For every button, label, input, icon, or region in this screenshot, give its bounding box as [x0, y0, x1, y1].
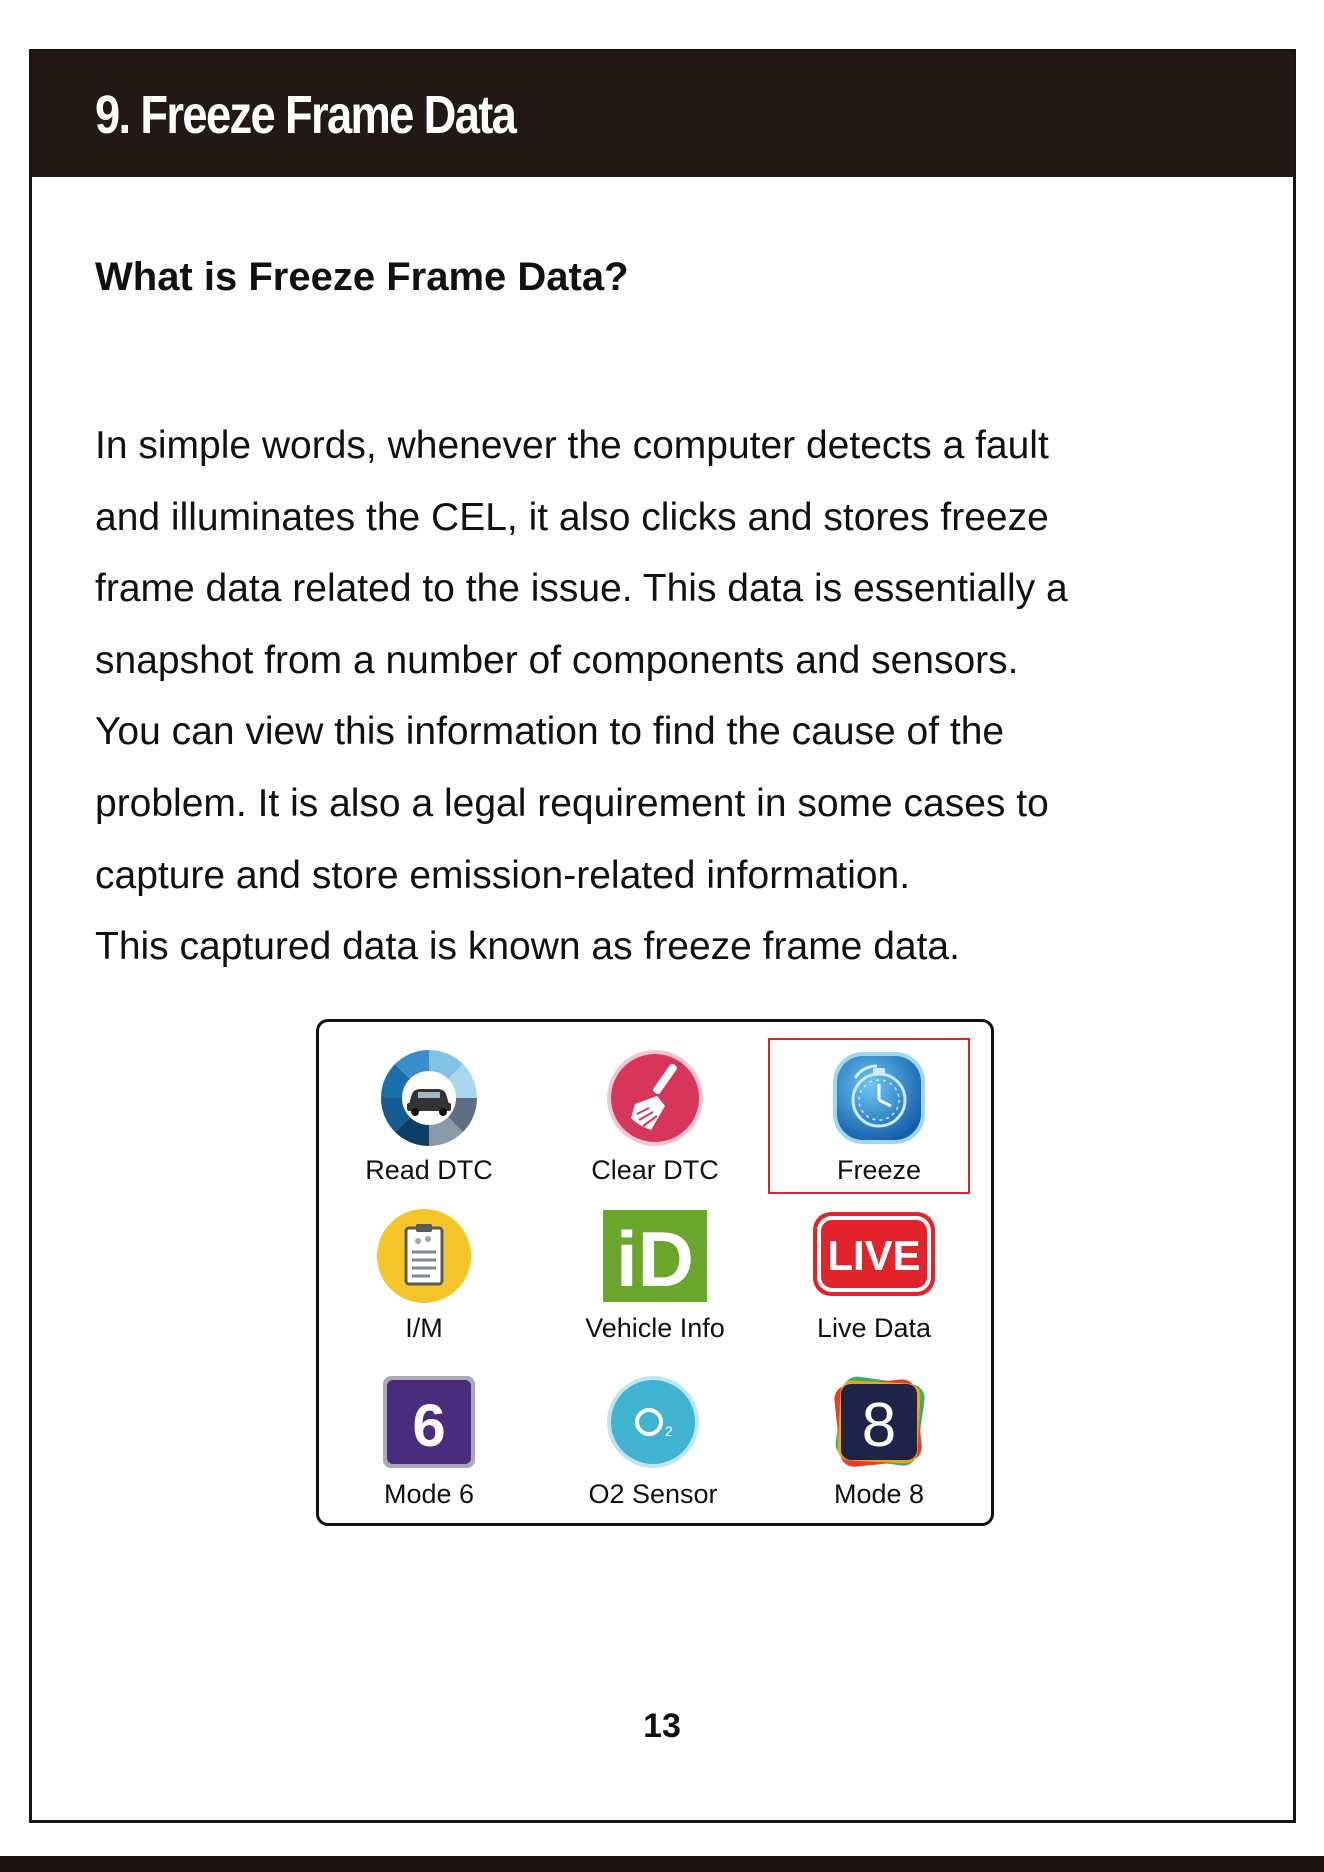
- body-line: problem. It is also a legal requirement in some cases to: [95, 781, 1049, 825]
- bottom-rule: [0, 1856, 1324, 1872]
- menu-item-label: Clear DTC: [591, 1155, 719, 1185]
- im-icon: [374, 1206, 474, 1306]
- svg-text:2: 2: [665, 1423, 673, 1439]
- menu-item-label: Mode 8: [833, 1479, 925, 1509]
- body-line: and illuminates the CEL, it also clicks and stores freeze: [95, 495, 1049, 539]
- menu-item-mode-6[interactable]: [324, 1360, 534, 1520]
- menu-item-label: Freeze: [836, 1155, 922, 1185]
- page-title: 9. Freeze Frame Data: [95, 85, 516, 145]
- menu-item-mode-8[interactable]: [774, 1360, 984, 1520]
- body-line: You can view this information to find the cause of the: [95, 710, 1005, 754]
- menu-item-clear-dtc[interactable]: [550, 1036, 760, 1196]
- body-paragraph: [95, 410, 1245, 983]
- read-dtc-icon: [379, 1048, 479, 1148]
- body-line: This captured data is known as freeze frame data.: [95, 925, 960, 969]
- body-line: frame data related to the issue. This data is essentially a: [95, 567, 1068, 611]
- body-line: snapshot from a number of components and sensors.: [95, 638, 1019, 682]
- menu-item-label: O2 Sensor: [588, 1479, 718, 1509]
- live-data-icon: [809, 1206, 939, 1306]
- mode-8-icon: [829, 1372, 929, 1472]
- menu-item-label: Mode 6: [383, 1479, 475, 1509]
- mode-6-icon: [379, 1372, 479, 1472]
- menu-item-read-dtc[interactable]: [324, 1036, 534, 1196]
- vehicle-info-icon: [605, 1206, 705, 1306]
- menu-item-o2-sensor[interactable]: [548, 1360, 758, 1520]
- mode-8-icon-text: 8: [861, 1391, 897, 1460]
- page-frame: [29, 49, 1296, 1823]
- o2-sensor-icon: [603, 1372, 703, 1472]
- body-line: capture and store emission-related information.: [95, 853, 911, 897]
- clear-dtc-icon: [605, 1048, 705, 1148]
- body-line: In simple words, whenever the computer detects a fault: [95, 424, 1049, 467]
- section-heading: What is Freeze Frame Data?: [95, 255, 629, 299]
- menu-item-label: Read DTC: [365, 1155, 493, 1185]
- menu-item-label: Vehicle Info: [585, 1313, 725, 1343]
- vehicle-info-icon-text: iD: [616, 1215, 694, 1303]
- menu-item-label: I/M: [405, 1313, 443, 1343]
- menu-item-label: Live Data: [816, 1313, 932, 1343]
- menu-item-im[interactable]: [319, 1194, 529, 1354]
- page-number: 13: [643, 1707, 681, 1745]
- header-bar: [32, 52, 1293, 177]
- live-data-icon-text: LIVE: [827, 1232, 921, 1279]
- menu-item-vehicle-info[interactable]: [550, 1194, 760, 1354]
- freeze-icon: [829, 1048, 929, 1148]
- menu-item-live-data[interactable]: [769, 1194, 979, 1354]
- scanner-menu-screenshot: [316, 1019, 994, 1526]
- menu-item-freeze[interactable]: [774, 1036, 984, 1196]
- mode-6-icon-text: 6: [412, 1392, 446, 1459]
